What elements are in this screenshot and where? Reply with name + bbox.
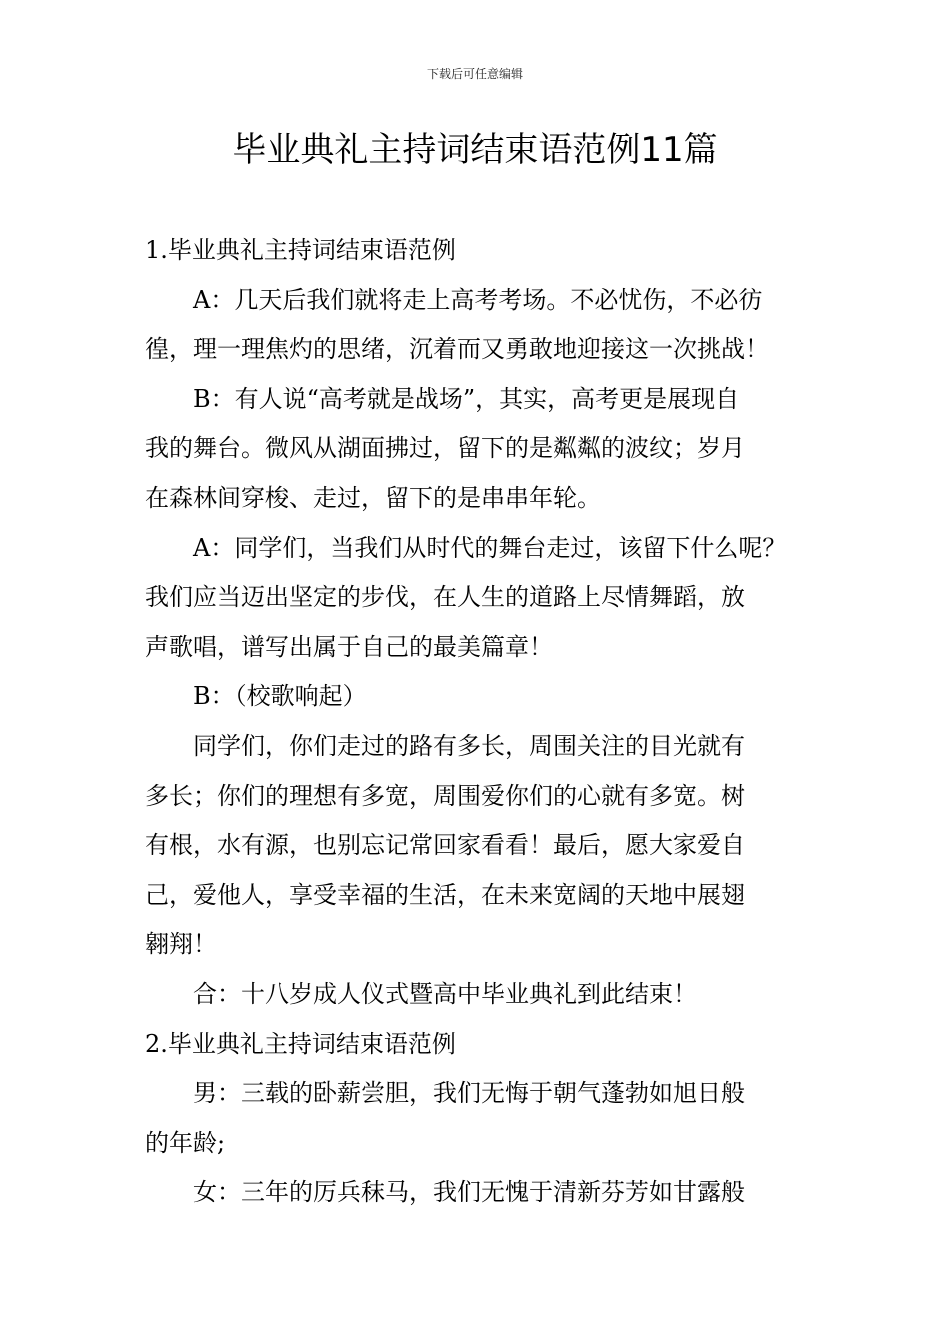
document-title: 毕业典礼主持词结束语范例11篇 [232,130,718,170]
text-line: B：（校歌响起） [193,682,367,711]
text-line: 合：十八岁成人仪式暨高中毕业典礼到此结束！ [193,979,697,1008]
text-line: 1.毕业典礼主持词结束语范例 [145,236,456,264]
document-body [145,226,810,1218]
text-line: 徨，理一理焦灼的思绪，沉着而又勇敢地迎接这一次挑战！ [145,335,769,364]
text-line: 己，爱他人，享受幸福的生活，在未来宽阔的天地中展翅 [145,880,745,909]
text-line: 我的舞台。微风从湖面拂过，留下的是粼粼的波纹；岁月 [145,434,745,463]
text-line: 多长；你们的理想有多宽，周围爱你们的心就有多宽。树 [145,781,745,810]
text-line: 女：三年的厉兵秣马，我们无愧于清新芬芳如甘露般 [193,1178,745,1207]
text-line: B：有人说“高考就是战场”，其实，高考更是展现自 [193,384,740,413]
text-line: 我们应当迈出坚定的步伐，在人生的道路上尽情舞蹈，放 [145,583,745,612]
text-line: A：同学们，当我们从时代的舞台走过，该留下什么呢？ [193,533,787,562]
text-line: 在森林间穿梭、走过，留下的是串串年轮。 [145,483,601,512]
page-header-note: 下载后可任意编辑 [426,67,523,81]
text-line: 男：三载的卧薪尝胆，我们无悔于朝气蓬勃如旭日般 [193,1079,745,1108]
text-line: 2.毕业典礼主持词结束语范例 [145,1029,456,1058]
text-line: 有根，水有源，也别忘记常回家看看！最后，愿大家爱自 [145,831,745,860]
text-line: A：几天后我们就将走上高考考场。不必忧伤，不必彷 [193,285,763,314]
text-line: 声歌唱，谱写出属于自己的最美篇章！ [145,632,553,661]
text-line: 的年龄; [145,1128,226,1157]
text-line: 翱翔！ [145,930,217,959]
text-line: 同学们，你们走过的路有多长，周围关注的目光就有 [193,731,745,760]
